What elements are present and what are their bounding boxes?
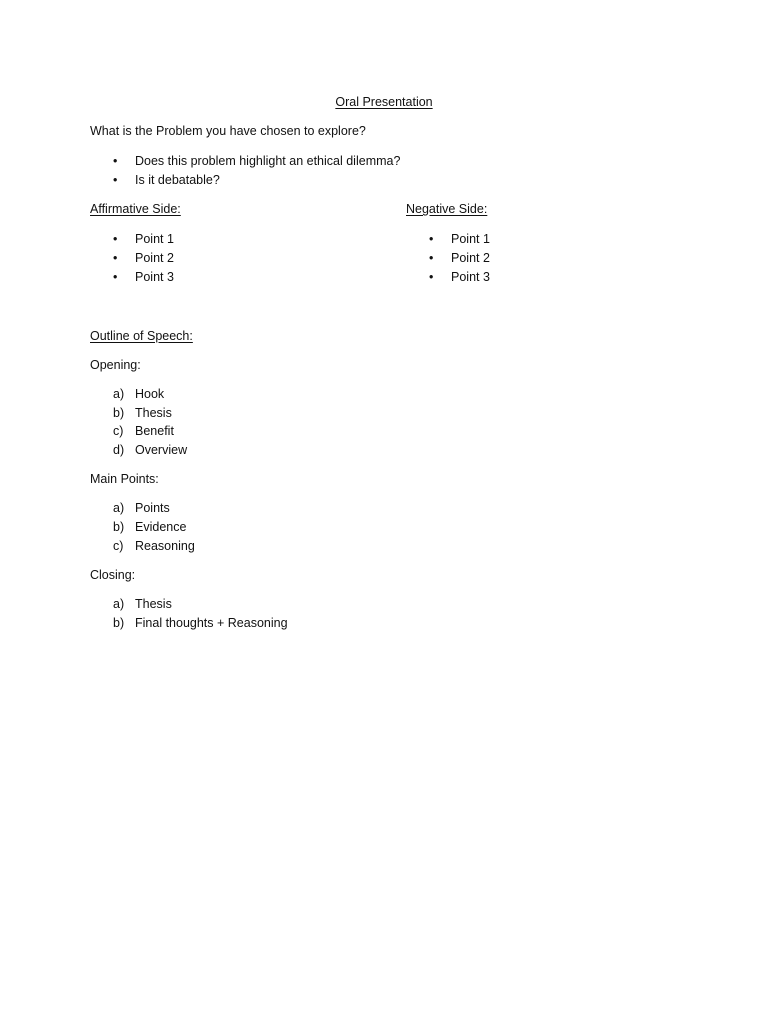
list-marker: b) xyxy=(113,520,125,534)
list-marker: b) xyxy=(113,616,125,630)
list-marker: b) xyxy=(113,406,125,420)
affirmative-heading: Affirmative Side: xyxy=(90,202,181,216)
list-marker: c) xyxy=(113,424,124,438)
list-item-text: Is it debatable? xyxy=(135,173,220,187)
bullet-marker: • xyxy=(113,173,118,187)
bullet-marker: • xyxy=(113,270,118,284)
list-item-text: Overview xyxy=(135,443,188,457)
list-item-text: Point 1 xyxy=(135,232,174,246)
list-marker: a) xyxy=(113,597,125,611)
list-marker: a) xyxy=(113,387,125,401)
bullet-marker: • xyxy=(113,232,118,246)
main-points-label: Main Points: xyxy=(90,472,159,486)
list-item-text: Point 2 xyxy=(135,251,174,265)
list-marker: d) xyxy=(113,443,125,457)
page-title: Oral Presentation xyxy=(335,95,433,109)
list-item-text: Point 3 xyxy=(135,270,174,284)
list-item-text: Does this problem highlight an ethical dilemma? xyxy=(135,154,401,168)
list-item-text: Final thoughts + Reasoning xyxy=(135,616,288,630)
negative-heading: Negative Side: xyxy=(406,202,488,216)
list-item-text: Hook xyxy=(135,387,165,401)
closing-label: Closing: xyxy=(90,568,136,582)
list-item-text: Points xyxy=(135,501,170,515)
list-item-text: Reasoning xyxy=(135,539,195,553)
list-item-text: Point 2 xyxy=(451,251,490,265)
bullet-marker: • xyxy=(113,154,118,168)
list-item-text: Point 1 xyxy=(451,232,490,246)
list-marker: a) xyxy=(113,501,125,515)
list-item-text: Thesis xyxy=(135,406,172,420)
bullet-marker: • xyxy=(429,270,434,284)
list-item-text: Thesis xyxy=(135,597,172,611)
list-item-text: Evidence xyxy=(135,520,187,534)
problem-question: What is the Problem you have chosen to explore? xyxy=(90,124,366,138)
bullet-marker: • xyxy=(429,232,434,246)
bullet-marker: • xyxy=(113,251,118,265)
list-item-text: Point 3 xyxy=(451,270,490,284)
list-item-text: Benefit xyxy=(135,424,174,438)
outline-heading: Outline of Speech: xyxy=(90,329,193,343)
opening-label: Opening: xyxy=(90,358,141,372)
bullet-marker: • xyxy=(429,251,434,265)
list-marker: c) xyxy=(113,539,124,553)
